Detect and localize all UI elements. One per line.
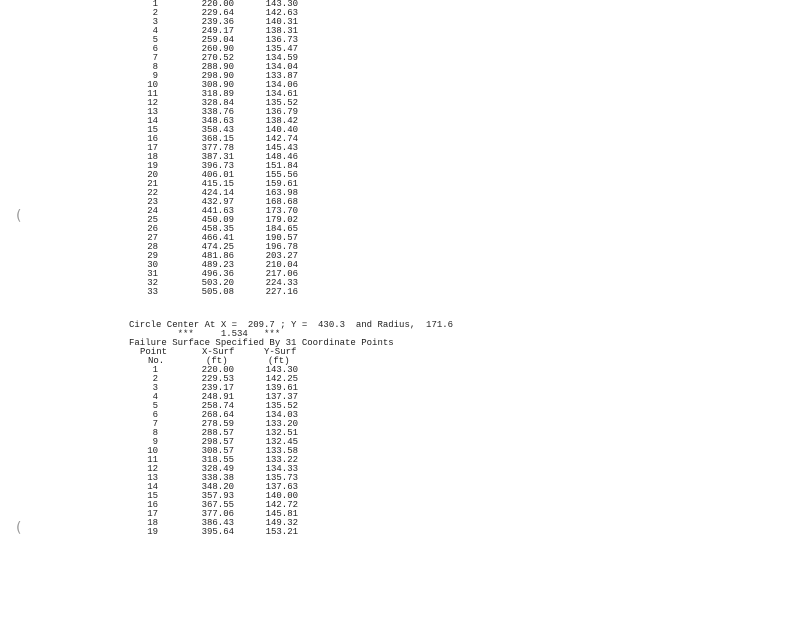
x-surf-value: 387.31 — [201, 152, 234, 162]
x-surf-value: 466.41 — [201, 233, 234, 243]
x-surf-value: 396.73 — [201, 161, 234, 171]
y-surf-value: 143.30 — [265, 0, 298, 9]
x-surf-value: 308.90 — [201, 80, 234, 90]
x-surf-value: 406.01 — [201, 170, 234, 180]
point-number: 24 — [147, 206, 158, 216]
x-surf-value: 458.35 — [201, 224, 234, 234]
x-surf-value: 489.23 — [201, 260, 234, 270]
y-surf-value: 173.70 — [265, 206, 298, 216]
point-number: 10 — [147, 80, 158, 90]
x-surf-value: 358.43 — [201, 125, 234, 135]
y-surf-value: 163.98 — [265, 188, 298, 198]
point-number: 33 — [147, 287, 158, 297]
x-surf-value: 308.57 — [201, 446, 234, 456]
point-number: 5 — [152, 401, 158, 411]
y-surf-value: 210.04 — [265, 260, 298, 270]
y-surf-value: 155.56 — [265, 170, 298, 180]
header-no: No. — [148, 356, 165, 366]
point-number: 17 — [147, 143, 158, 153]
x-surf-value: 474.25 — [201, 242, 234, 252]
y-surf-value: 140.00 — [265, 491, 298, 501]
x-surf-value: 270.52 — [201, 53, 234, 63]
point-number: 17 — [147, 509, 158, 519]
y-surf-value: 133.22 — [265, 455, 298, 465]
point-number: 3 — [152, 383, 158, 393]
x-surf-value: 239.36 — [201, 17, 234, 27]
y-surf-value: 142.72 — [265, 500, 298, 510]
point-number: 21 — [147, 179, 158, 189]
x-surf-value: 357.93 — [201, 491, 234, 501]
y-surf-value: 134.03 — [265, 410, 298, 420]
y-surf-value: 135.52 — [265, 98, 298, 108]
x-surf-value: 415.15 — [201, 179, 234, 189]
point-number: 15 — [147, 125, 158, 135]
x-surf-value: 229.53 — [201, 374, 234, 384]
y-surf-value: 138.31 — [265, 26, 298, 36]
y-surf-value: 151.84 — [265, 161, 298, 171]
y-surf-value: 227.16 — [265, 287, 298, 297]
x-surf-value: 328.49 — [201, 464, 234, 474]
y-surf-value: 153.21 — [265, 527, 298, 537]
x-surf-value: 288.57 — [201, 428, 234, 438]
point-number: 26 — [147, 224, 158, 234]
point-number: 13 — [147, 473, 158, 483]
point-number: 6 — [152, 44, 158, 54]
y-surf-value: 184.65 — [265, 224, 298, 234]
point-number: 2 — [152, 8, 158, 18]
x-surf-value: 377.78 — [201, 143, 234, 153]
point-number: 4 — [152, 392, 158, 402]
x-surf-value: 220.00 — [201, 365, 234, 375]
header-x-surf: X-Surf — [202, 347, 235, 357]
y-surf-value: 217.06 — [265, 269, 298, 279]
point-number: 16 — [147, 500, 158, 510]
x-surf-value: 338.38 — [201, 473, 234, 483]
x-surf-value: 298.57 — [201, 437, 234, 447]
x-surf-value: 481.86 — [201, 251, 234, 261]
x-surf-value: 424.14 — [201, 188, 234, 198]
point-number: 18 — [147, 152, 158, 162]
point-number: 18 — [147, 518, 158, 528]
x-surf-value: 248.91 — [201, 392, 234, 402]
point-number: 30 — [147, 260, 158, 270]
y-surf-value: 139.61 — [265, 383, 298, 393]
y-surf-value: 148.46 — [265, 152, 298, 162]
failure-surface-title: Failure Surface Specified By 31 Coordinate Points — [129, 338, 394, 348]
header-x-unit: (ft) — [206, 356, 228, 366]
y-surf-value: 140.31 — [265, 17, 298, 27]
x-surf-value: 505.08 — [201, 287, 234, 297]
circle-center-line: Circle Center At X = 209.7 ; Y = 430.3 and Radius, 171.6 — [129, 320, 454, 330]
point-number: 23 — [147, 197, 158, 207]
point-number: 14 — [147, 116, 158, 126]
y-surf-value: 145.81 — [265, 509, 298, 519]
x-surf-value: 328.84 — [201, 98, 234, 108]
point-number: 9 — [152, 437, 158, 447]
point-number: 1 — [152, 0, 158, 9]
y-surf-value: 136.79 — [265, 107, 298, 117]
point-number: 15 — [147, 491, 158, 501]
y-surf-value: 133.87 — [265, 71, 298, 81]
y-surf-value: 179.02 — [265, 215, 298, 225]
y-surf-value: 134.04 — [265, 62, 298, 72]
x-surf-value: 338.76 — [201, 107, 234, 117]
x-surf-value: 229.64 — [201, 8, 234, 18]
point-number: 22 — [147, 188, 158, 198]
point-number: 28 — [147, 242, 158, 252]
y-surf-value: 135.73 — [265, 473, 298, 483]
point-number: 32 — [147, 278, 158, 288]
y-surf-value: 135.52 — [265, 401, 298, 411]
y-surf-value: 137.37 — [265, 392, 298, 402]
x-surf-value: 377.06 — [201, 509, 234, 519]
point-number: 20 — [147, 170, 158, 180]
point-number: 2 — [152, 374, 158, 384]
x-surf-value: 268.64 — [201, 410, 234, 420]
y-surf-value: 133.20 — [265, 419, 298, 429]
point-number: 3 — [152, 17, 158, 27]
point-number: 13 — [147, 107, 158, 117]
y-surf-value: 190.57 — [265, 233, 298, 243]
point-number: 8 — [152, 62, 158, 72]
x-surf-value: 220.00 — [201, 0, 234, 9]
y-surf-value: 168.68 — [265, 197, 298, 207]
point-number: 31 — [147, 269, 158, 279]
point-number: 25 — [147, 215, 158, 225]
x-surf-value: 503.20 — [201, 278, 234, 288]
x-surf-value: 318.89 — [201, 89, 234, 99]
x-surf-value: 318.55 — [201, 455, 234, 465]
y-surf-value: 196.78 — [265, 242, 298, 252]
point-number: 16 — [147, 134, 158, 144]
point-number: 19 — [147, 527, 158, 537]
point-number: 12 — [147, 98, 158, 108]
x-surf-value: 249.17 — [201, 26, 234, 36]
y-surf-value: 140.40 — [265, 125, 298, 135]
x-surf-value: 432.97 — [201, 197, 234, 207]
y-surf-value: 142.74 — [265, 134, 298, 144]
point-number: 11 — [147, 89, 158, 99]
y-surf-value: 142.25 — [265, 374, 298, 384]
x-surf-value: 298.90 — [201, 71, 234, 81]
point-number: 29 — [147, 251, 158, 261]
point-number: 14 — [147, 482, 158, 492]
x-surf-value: 260.90 — [201, 44, 234, 54]
y-surf-value: 142.63 — [265, 8, 298, 18]
x-surf-value: 239.17 — [201, 383, 234, 393]
x-surf-value: 367.55 — [201, 500, 234, 510]
y-surf-value: 134.61 — [265, 89, 298, 99]
y-surf-value: 133.58 — [265, 446, 298, 456]
y-surf-value: 137.63 — [265, 482, 298, 492]
y-surf-value: 143.30 — [265, 365, 298, 375]
point-number: 8 — [152, 428, 158, 438]
x-surf-value: 496.36 — [201, 269, 234, 279]
x-surf-value: 368.15 — [201, 134, 234, 144]
header-point: Point — [140, 347, 168, 357]
x-surf-value: 348.63 — [201, 116, 234, 126]
point-number: 7 — [152, 419, 158, 429]
margin-mark-upper: ( — [16, 208, 22, 224]
point-number: 9 — [152, 71, 158, 81]
y-surf-value: 134.59 — [265, 53, 298, 63]
point-number: 5 — [152, 35, 158, 45]
y-surf-value: 203.27 — [265, 251, 298, 261]
x-surf-value: 386.43 — [201, 518, 234, 528]
point-number: 7 — [152, 53, 158, 63]
x-surf-value: 450.09 — [201, 215, 234, 225]
x-surf-value: 348.20 — [201, 482, 234, 492]
point-number: 11 — [147, 455, 158, 465]
y-surf-value: 159.61 — [265, 179, 298, 189]
x-surf-value: 395.64 — [201, 527, 234, 537]
x-surf-value: 441.63 — [201, 206, 234, 216]
y-surf-value: 224.33 — [265, 278, 298, 288]
x-surf-value: 259.04 — [201, 35, 234, 45]
point-number: 10 — [147, 446, 158, 456]
y-surf-value: 138.42 — [265, 116, 298, 126]
point-number: 1 — [152, 365, 158, 375]
factor-of-safety-line: *** 1.534 *** — [129, 329, 281, 339]
y-surf-value: 132.51 — [265, 428, 298, 438]
point-number: 12 — [147, 464, 158, 474]
x-surf-value: 288.90 — [201, 62, 234, 72]
header-y-unit: (ft) — [268, 356, 290, 366]
point-number: 4 — [152, 26, 158, 36]
y-surf-value: 134.33 — [265, 464, 298, 474]
point-number: 6 — [152, 410, 158, 420]
y-surf-value: 136.73 — [265, 35, 298, 45]
point-number: 19 — [147, 161, 158, 171]
margin-mark-lower: ( — [16, 520, 22, 536]
x-surf-value: 258.74 — [201, 401, 234, 411]
header-y-surf: Y-Surf — [264, 347, 297, 357]
y-surf-value: 145.43 — [265, 143, 298, 153]
y-surf-value: 135.47 — [265, 44, 298, 54]
y-surf-value: 149.32 — [265, 518, 298, 528]
x-surf-value: 278.59 — [201, 419, 234, 429]
point-number: 27 — [147, 233, 158, 243]
y-surf-value: 132.45 — [265, 437, 298, 447]
y-surf-value: 134.06 — [265, 80, 298, 90]
